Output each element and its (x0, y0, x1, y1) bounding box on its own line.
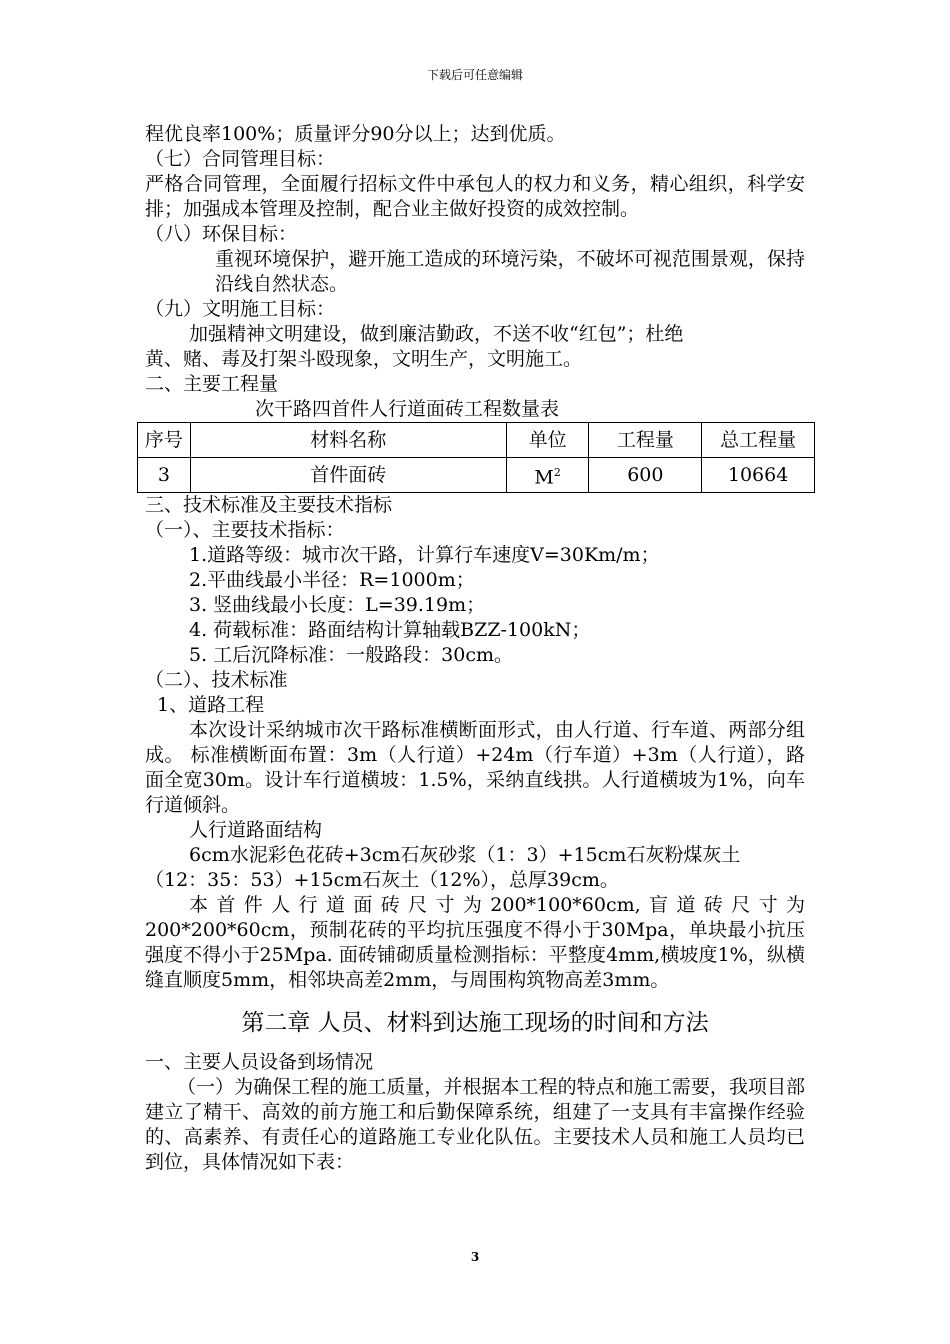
text-line-quality: 程优良率100%；质量评分90分以上；达到优质。 (145, 123, 566, 145)
heading-tech-standard: （二）、技术标准 (145, 669, 288, 691)
unit-superscript: 2 (553, 465, 561, 479)
th-material: 材料名称 (190, 423, 506, 458)
list-item: 2.平曲线最小半径：R=1000m； (189, 569, 475, 591)
heading-civilized-goal: （九）文明施工目标： (145, 298, 336, 320)
cell-no: 3 (138, 458, 191, 493)
document-body (145, 122, 805, 1175)
paragraph-contract: 严格合同管理，全面履行招标文件中承包人的权力和义务，精心组织，科学安排；加强成本管理及控制，配合业主做好投资的成效控制。 (145, 173, 805, 220)
quantity-table (137, 422, 815, 493)
paragraph-brick-specs: 本首件人行道面砖尺寸为200*100*60cm,盲道砖尺寸为200*200*60cm，预制花砖的平均抗压强度不得小于30Mpa，单块最小抗压强度不得小于25Mpa. 面砖铺砌质量检测指标：平整度4mm,横坡度1%，纵横缝直顺度5mm，相邻块高差2mm，与周围构筑物高差3mm。 (145, 894, 805, 991)
heading-road-engineering: 1、道路工程 (157, 694, 265, 716)
cell-total: 10664 (702, 458, 815, 493)
paragraph-personnel: （一）为确保工程的施工质量，并根据本工程的特点和施工需要，我项目部建立了精干、高效的前方施工和后勤保障系统，组建了一支具有丰富操作经验的、高素养、有责任心的道路施工专业化队伍。主要技术人员和施工人员均已到位，具体情况如下表： (145, 1076, 805, 1173)
th-qty: 工程量 (589, 423, 702, 458)
th-no: 序号 (138, 423, 191, 458)
heading-quantities: 二、主要工程量 (145, 373, 279, 395)
table-header-row (138, 423, 815, 458)
heading-sidewalk-structure: 人行道路面结构 (189, 819, 323, 841)
heading-tech-indicators: （一）、主要技术指标： (145, 519, 345, 541)
paragraph-civilized-line2: 黄、赌、毒及打架斗殴现象，文明生产，文明施工。 (145, 348, 583, 370)
cell-material: 首件面砖 (190, 458, 506, 493)
page-number: 3 (470, 1250, 480, 1264)
text-structure-line2: （12：35：53）+15cm石灰土（12%），总厚39cm。 (145, 869, 619, 891)
table-caption: 次干路四首件人行道面砖工程数量表 (255, 398, 560, 420)
heading-personnel: 一、主要人员设备到场情况 (145, 1051, 374, 1073)
chapter-title: 第二章 人员、材料到达施工现场的时间和方法 (241, 1010, 709, 1036)
heading-contract-goal: （七）合同管理目标： (145, 148, 336, 170)
paragraph-cross-section: 本次设计采纳城市次干路标准横断面形式，由人行道、行车道、两部分组成。 标准横断面布置：3m（人行道）+24m（行车道）+3m（人行道），路面全宽30m。设计车行道横坡：1.5%，采纳直线拱。人行道横坡为1%，向车行道倾斜。 (145, 719, 805, 816)
paragraph-civilized-line1: 加强精神文明建设，做到廉洁勤政，不送不收“红包”；杜绝 (189, 323, 684, 345)
cell-qty: 600 (589, 458, 702, 493)
table-row (138, 458, 815, 493)
paragraph-environment: 重视环境保护，避开施工造成的环境污染，不破坏可视范围景观，保持沿线自然状态。 (215, 248, 805, 295)
th-total: 总工程量 (702, 423, 815, 458)
page-header-note: 下载后可任意编辑 (426, 68, 523, 82)
list-item: 5. 工后沉降标准：一般路段：30cm。 (189, 644, 514, 666)
list-item: 3. 竖曲线最小长度：L=39.19m； (189, 594, 486, 616)
list-item: 1.道路等级：城市次干路，计算行车速度V=30Km/m； (189, 544, 660, 566)
text-structure-line1: 6cm水泥彩色花砖+3cm石灰砂浆（1：3）+15cm石灰粉煤灰土 (189, 844, 741, 866)
th-unit: 单位 (506, 423, 589, 458)
unit-base: M (534, 466, 554, 489)
heading-tech-standards: 三、技术标准及主要技术指标 (145, 494, 393, 516)
heading-environment-goal: （八）环保目标： (145, 223, 298, 245)
list-item: 4. 荷载标准：路面结构计算轴载BZZ-100kN； (189, 619, 591, 641)
cell-unit (506, 458, 589, 493)
